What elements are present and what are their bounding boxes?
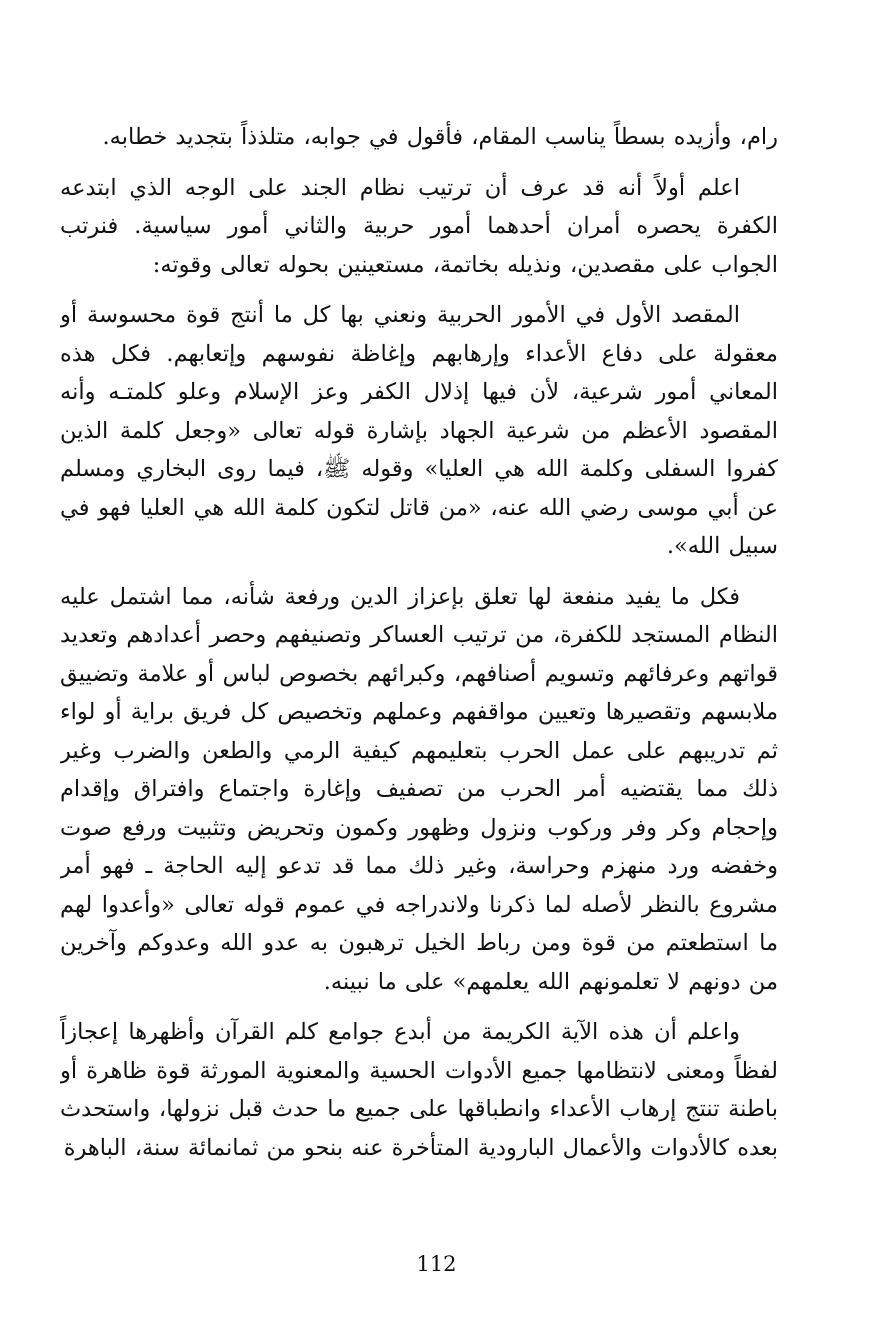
paragraph-4: فكل ما يفيد منفعة لها تعلق بإعزاز الدين ورفعة شأنه، مما اشتمل عليه النظام المستجد للكفرة، من ترتيب العساكر وتصنيفهم وحصر أعدادهم وتعديد قواتهم وعرفائهم وتسويم أصنافهم، وكبرائهم بخصوص لباس أو علامة وتضييق ملابسهم وتقصيرها وتعيين مواقفهم وعملهم وتخصيص كل فريق براية أو لواء ثم تدريبهم على عمل الحرب بتعليمهم كيفية الرمي والطعن والضرب وغير ذلك مما يقتضيه أمر الحرب من تصفيف وإغارة واجتماع وافتراق وإقدام وإحجام وكر وفر وركوب ونزول وظهور وكمون وتحريض وتثبيت ورفع صوت وخفضه ورد منهزم وحراسة، وغير ذلك مما قد تدعو إليه الحاجة ـ فهو أمر مشروع بالنظر لأصله لما ذكرنا ولاندراجه في عموم قوله تعالى «وأعدوا لهم ما استطعتم من قوة ومن رباط الخيل ترهبون به عدو الله وعدوكم وآخرين من دونهم لا تعلمونهم الله يعلمهم» على ما نبينه. [60, 583, 778, 995]
page-body [60, 118, 778, 1258]
paragraph-5: واعلم أن هذه الآية الكريمة من أبدع جوامع كلم القرآن وأظهرها إعجازاً لفظاً ومعنى لانتظامها جميع الأدوات الحسية والمعنوية المورثة قوة ظاهرة أو باطنة تنتج إرهاب الأعداء وانطباقها على جميع ما حدث قبل نزولها، واستحدث بعده كالأدوات والأعمال البارودية المتأخرة عنه بنحو من ثمانمائة سنة، الباهرة [60, 1019, 778, 1161]
page-number: 112 [416, 1252, 457, 1276]
paragraph-3: المقصد الأول في الأمور الحربية ونعني بها كل ما أنتج قوة محسوسة أو معقولة على دفاع الأعداء وإرهابهم وإغاظة نفوسهم وإتعابهم. فكل هذه المعاني أمور شرعية، لأن فيها إذلال الكفر وعز الإسلام وعلو كلمتـه وأنه المقصود الأعظم من شرعية الجهاد بإشارة قوله تعالى «وجعل كلمة الذين كفروا السفلى وكلمة الله هي العليا» وقوله ﷺ، فيما روى البخاري ومسلم عن أبي موسى رضي الله عنه، «من قاتل لتكون كلمة الله هي العليا فهو في سبيل الله». [60, 302, 778, 559]
paragraph-2: اعلم أولاً أنه قد عرف أن ترتيب نظام الجند على الوجه الذي ابتدعه الكفرة يحصره أمران أحدهما أمور حربية والثاني أمور سياسية. فنرتب الجواب على مقصدين، ونذيله بخاتمة، مستعينين بحوله تعالى وقوته: [60, 174, 778, 278]
paragraph-1: رام، وأزيده بسطاً يناسب المقام، فأقول في جوابه، متلذذاً بتجديد خطابه. [102, 124, 778, 150]
